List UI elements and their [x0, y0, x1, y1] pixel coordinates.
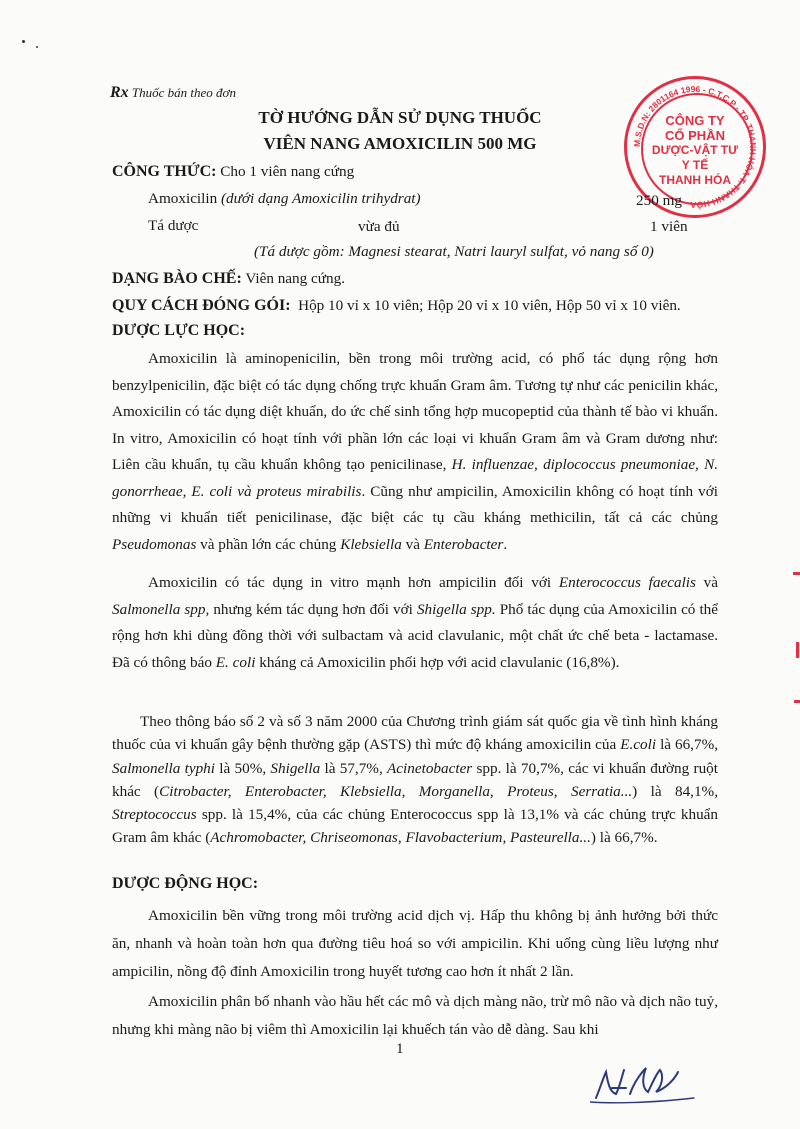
- edge-mark: [793, 572, 800, 575]
- stamp-line: CỔ PHẦN: [665, 128, 725, 143]
- document-title: TỜ HƯỚNG DẪN SỬ DỤNG THUỐC: [258, 108, 542, 127]
- edge-mark: [796, 642, 799, 658]
- dosage-form-value: Viên nang cứng.: [245, 270, 345, 287]
- packaging-label: QUY CÁCH ĐÓNG GÓI:: [112, 297, 291, 314]
- ingredient-form: (dưới dạng Amoxicilin trihydrat): [220, 190, 421, 207]
- stamp-line: THANH HÓA: [659, 173, 731, 187]
- formula-label: CÔNG THỨC:: [112, 163, 217, 180]
- product-title: VIÊN NANG AMOXICILIN 500 MG: [263, 134, 537, 153]
- dosage-form-label: DẠNG BÀO CHẾ:: [112, 270, 242, 287]
- formula-label-value: Cho 1 viên nang cứng: [220, 163, 355, 180]
- edge-mark: [794, 700, 800, 703]
- ingredient-name: Amoxicilin: [148, 190, 218, 207]
- ingredient-row: [148, 190, 421, 208]
- rx-note: [110, 84, 236, 102]
- stamp-center-text: [627, 113, 763, 188]
- scan-speck: [36, 46, 38, 48]
- excipient-name: Tá dược: [148, 217, 199, 234]
- pharmacodynamics-heading: DƯỢC LỰC HỌC:: [112, 322, 246, 339]
- rx-symbol: Rx: [110, 84, 129, 101]
- handwritten-signature: [590, 1058, 700, 1108]
- stamp-line: DƯỢC-VẬT TƯ: [651, 143, 739, 157]
- pharmacodynamics-paragraph-1: Amoxicilin là aminopenicilin, bền trong môi trường acid, có phổ tác dụng rộng hơn benzylpenicilin, đặc biệt có tác dụng chống trực khuẩn Gram âm. Tương tự như các penicilin khác, Amoxicilin có tác dụng diệt khuẩn, do ức chế sinh tổng hợp mucopeptid của thành tế bào vi khuẩn. In vitro, Amoxicilin có hoạt tính với phần lớn các loại vi khuẩn Gram âm và Gram dương như: Liên cầu khuẩn, tụ cầu khuẩn không tạo penicilinase, H. influenzae, diplococcus pneumoniae, N. gonorrheae, E. coli và proteus mirabilis. Cũng như ampicilin, Amoxicilin không có hoạt tính với những vi khuẩn tiết penicilinase, đặc biệt các tụ cầu kháng methicilin, tất cả các chủng Pseudomonas và phần lớn các chủng Klebsiella và Enterobacter.: [112, 350, 718, 553]
- formula-row: [112, 163, 354, 181]
- ingredient-amount: 250 mg: [636, 192, 682, 209]
- pharmacokinetics-paragraph-1: Amoxicilin bền vững trong môi trường acid dịch vị. Hấp thu không bị ảnh hưởng bởi thức ăn, nhanh và hoàn toàn hơn qua đường tiêu hoá so với ampicilin. Khi uống cùng liều lượng như ampicilin, nồng độ đỉnh Amoxicilin trong huyết tương cao hơn ít nhất 2 lần.: [112, 907, 718, 980]
- page-number: 1: [396, 1040, 404, 1057]
- dosage-form-row: [112, 270, 345, 288]
- pharmacodynamics-paragraph-3: Theo thông báo số 2 và số 3 năm 2000 của Chương trình giám sát quốc gia về tình hình kháng thuốc của vi khuẩn gây bệnh thường gặp (ASTS) thì mức độ kháng amoxicilin của E.coli là 66,7%, Salmonella typhi là 50%, Shigella là 57,7%, Acinetobacter spp. là 70,7%, các vi khuẩn đường ruột khác (Citrobacter, Enterobacter, Klebsiella, Morganella, Proteus, Serratia...) là 84,1%, Streptococcus spp. là 15,4%, của các chủng Enterococcus spp là 13,1% và các chủng trực khuẩn Gram âm khác (Achromobacter, Chriseomonas, Flavobacterium, Pasteurella...) là 66,7%.: [112, 713, 719, 847]
- stamp-line: Y TẾ: [681, 158, 709, 172]
- excipient-unit: 1 viên: [650, 218, 688, 235]
- scan-speck: [22, 40, 25, 43]
- pharmacokinetics-paragraph-2: Amoxicilin phân bố nhanh vào hầu hết các mô và dịch màng não, trừ mô não và dịch não tuỷ, nhưng khi màng não bị viêm thì Amoxicilin lại khuếch tán vào dễ dàng. Sau khi: [112, 993, 718, 1038]
- rx-note-text: Thuốc bán theo đơn: [131, 85, 236, 100]
- excipient-qty: vừa đủ: [358, 218, 400, 235]
- pharmacodynamics-paragraph-2: Amoxicilin có tác dụng in vitro mạnh hơn ampicilin đối với Enterococcus faecalis và Salmonella spp, nhưng kém tác dụng hơn đối với Shigella spp. Phổ tác dụng của Amoxicilin có thể rộng hơn khi dùng đồng thời với sulbactam và acid clavulanic, một chất ức chế beta - lactamase. Đã có thông báo E. coli kháng cả Amoxicilin phối hợp với acid clavulanic (16,8%).: [112, 574, 719, 671]
- stamp-line: CÔNG TY: [665, 113, 725, 128]
- packaging-row: [112, 297, 681, 315]
- packaging-value: Hộp 10 vỉ x 10 viên; Hộp 20 vỉ x 10 viên, Hộp 50 vỉ x 10 viên.: [298, 297, 681, 314]
- pharmacokinetics-heading: DƯỢC ĐỘNG HỌC:: [112, 875, 259, 892]
- excipient-note: (Tá dược gồm: Magnesi stearat, Natri lauryl sulfat, vỏ nang số 0): [254, 243, 654, 260]
- stamp-ring-textpath: M.S.D.N: 2801164 1996 - C.T.C.P - TP. THANH HÓA T. THANH HÓA: [631, 83, 759, 211]
